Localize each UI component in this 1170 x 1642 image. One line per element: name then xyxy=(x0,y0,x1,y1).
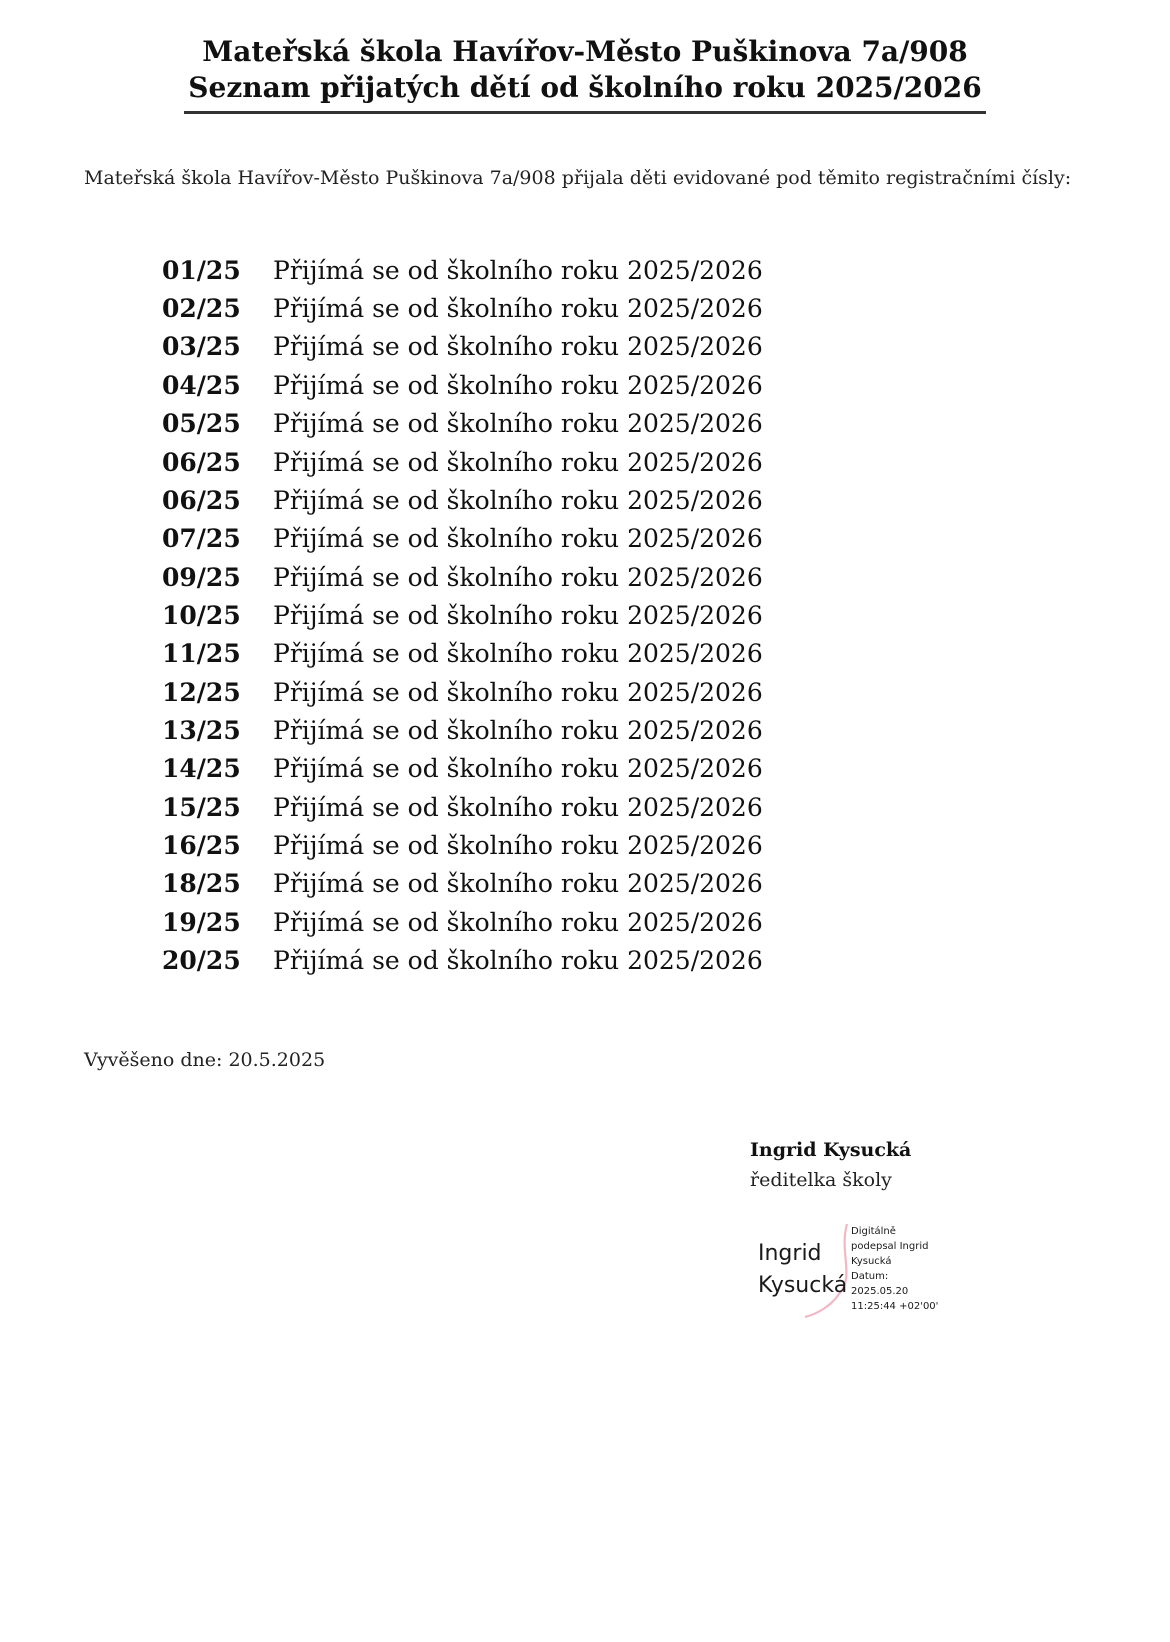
posted-date: Vyvěšeno dne: 20.5.2025 xyxy=(84,1049,326,1071)
registration-number: 07/25 xyxy=(162,524,241,553)
list-item xyxy=(0,484,1170,524)
admission-status: Přijímá se od školního roku 2025/2026 xyxy=(273,793,763,822)
admission-status: Přijímá se od školního roku 2025/2026 xyxy=(273,869,763,898)
registration-number: 15/25 xyxy=(162,793,241,822)
document-header xyxy=(0,34,1170,106)
list-item xyxy=(0,407,1170,447)
admission-status: Přijímá se od školního roku 2025/2026 xyxy=(273,371,763,400)
registration-number: 02/25 xyxy=(162,294,241,323)
admission-status: Přijímá se od školního roku 2025/2026 xyxy=(273,486,763,515)
list-item xyxy=(0,676,1170,716)
admission-status: Přijímá se od školního roku 2025/2026 xyxy=(273,639,763,668)
admission-status: Přijímá se od školního roku 2025/2026 xyxy=(273,524,763,553)
registration-number: 04/25 xyxy=(162,371,241,400)
registration-number: 13/25 xyxy=(162,716,241,745)
registration-number: 19/25 xyxy=(162,908,241,937)
title-underline xyxy=(184,111,986,114)
signature-detail-line: 2025.05.20 xyxy=(851,1286,909,1297)
list-item xyxy=(0,330,1170,370)
registration-number: 18/25 xyxy=(162,869,241,898)
registration-number: 05/25 xyxy=(162,409,241,438)
registration-number: 09/25 xyxy=(162,563,241,592)
signer-name: Ingrid Kysucká xyxy=(750,1139,912,1161)
intro-paragraph: Mateřská škola Havířov-Město Puškinova 7a/908 přijala děti evidované pod těmito registračními čísly: xyxy=(84,167,1072,189)
signer-role: ředitelka školy xyxy=(750,1169,892,1191)
signature-details xyxy=(851,1224,938,1314)
admission-status: Přijímá se od školního roku 2025/2026 xyxy=(273,946,763,975)
document-subtitle: Seznam přijatých dětí od školního roku 2025/2026 xyxy=(188,71,982,104)
signature-detail-line: Digitálně xyxy=(851,1226,896,1237)
list-item xyxy=(0,752,1170,792)
admission-status: Přijímá se od školního roku 2025/2026 xyxy=(273,678,763,707)
registration-number: 16/25 xyxy=(162,831,241,860)
list-item xyxy=(0,369,1170,409)
admission-status: Přijímá se od školního roku 2025/2026 xyxy=(273,601,763,630)
admission-status: Přijímá se od školního roku 2025/2026 xyxy=(273,256,763,285)
admission-status: Přijímá se od školního roku 2025/2026 xyxy=(273,332,763,361)
signature-detail-line: Kysucká xyxy=(851,1256,892,1267)
admission-status: Přijímá se od školního roku 2025/2026 xyxy=(273,754,763,783)
registration-number: 06/25 xyxy=(162,486,241,515)
list-item xyxy=(0,446,1170,486)
list-item xyxy=(0,254,1170,294)
signature-name-line1: Ingrid xyxy=(758,1241,822,1266)
admission-status: Přijímá se od školního roku 2025/2026 xyxy=(273,409,763,438)
list-item xyxy=(0,561,1170,601)
digital-signature xyxy=(755,1222,955,1322)
admission-status: Přijímá se od školního roku 2025/2026 xyxy=(273,563,763,592)
registration-number: 12/25 xyxy=(162,678,241,707)
registration-number: 11/25 xyxy=(162,639,241,668)
signature-detail-line: podepsal Ingrid xyxy=(851,1241,929,1252)
registration-number: 20/25 xyxy=(162,946,241,975)
signature-name-line2: Kysucká xyxy=(758,1273,848,1298)
registration-number: 01/25 xyxy=(162,256,241,285)
registration-number: 06/25 xyxy=(162,448,241,477)
admission-status: Přijímá se od školního roku 2025/2026 xyxy=(273,448,763,477)
list-item xyxy=(0,944,1170,984)
list-item xyxy=(0,637,1170,677)
list-item xyxy=(0,867,1170,907)
admission-status: Přijímá se od školního roku 2025/2026 xyxy=(273,294,763,323)
signature-detail-line: Datum: xyxy=(851,1271,889,1282)
list-item xyxy=(0,829,1170,869)
signature-detail-line: 11:25:44 +02'00' xyxy=(851,1301,939,1312)
list-item xyxy=(0,714,1170,754)
registration-number: 14/25 xyxy=(162,754,241,783)
list-item xyxy=(0,292,1170,332)
registration-number: 03/25 xyxy=(162,332,241,361)
registration-number: 10/25 xyxy=(162,601,241,630)
list-item xyxy=(0,906,1170,946)
list-item xyxy=(0,522,1170,562)
list-item xyxy=(0,791,1170,831)
document-title: Mateřská škola Havířov-Město Puškinova 7a/908 xyxy=(202,35,968,68)
admission-status: Přijímá se od školního roku 2025/2026 xyxy=(273,908,763,937)
admission-status: Přijímá se od školního roku 2025/2026 xyxy=(273,716,763,745)
admission-status: Přijímá se od školního roku 2025/2026 xyxy=(273,831,763,860)
list-item xyxy=(0,599,1170,639)
